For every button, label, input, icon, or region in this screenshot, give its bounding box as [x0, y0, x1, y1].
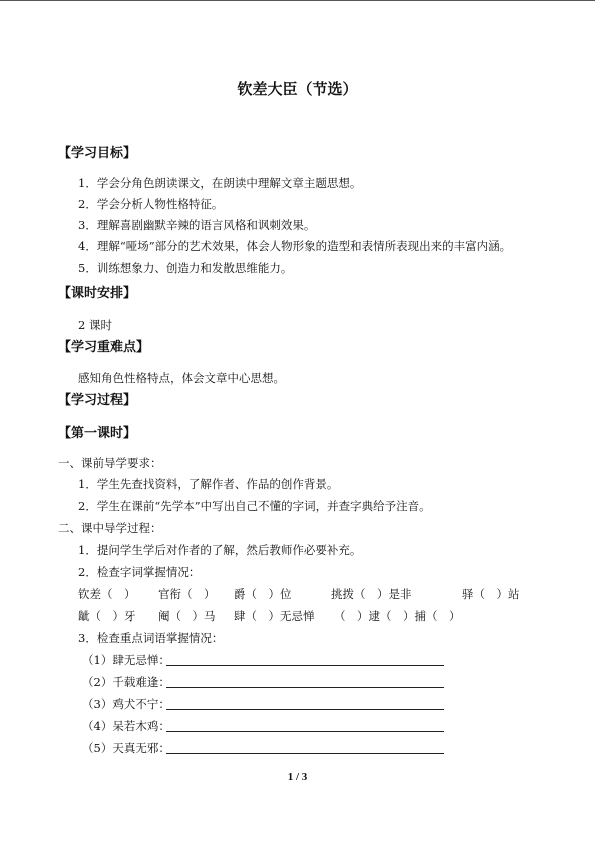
char-entry: （ ）逮（ ）捕（ ）: [334, 609, 461, 623]
part-title: 一、课前导学要求：: [58, 456, 162, 470]
part-item: 1．提问学生学后对作者的了解，然后教师作必要补充。: [78, 543, 362, 557]
answer-blank[interactable]: [166, 731, 444, 732]
part-item: 2．学生在课前“先学本”中写出自己不懂的字词，并查字典给予注音。: [78, 499, 431, 513]
top-border: [0, 0, 595, 1]
answer-blank[interactable]: [166, 665, 444, 666]
vocab-term: （4）呆若木鸡：: [82, 719, 170, 733]
section-heading-process: 【学习过程】: [58, 393, 137, 408]
vocab-term: （5）天真无邪：: [82, 741, 170, 755]
answer-blank[interactable]: [166, 753, 444, 754]
char-entry: 龇（ ）牙: [78, 609, 136, 623]
page-title: 钦差大臣（节选）: [237, 80, 358, 98]
char-entry: 肆（ ）无忌惮: [234, 609, 315, 623]
answer-blank[interactable]: [166, 709, 444, 710]
char-entry: 钦差（ ）: [78, 587, 136, 601]
vocab-term: （3）鸡犬不宁：: [82, 697, 170, 711]
section-heading-schedule: 【课时安排】: [58, 286, 137, 301]
char-entry: 阉（ ）马: [158, 609, 216, 623]
char-entry: 挑拨（ ）是非: [331, 587, 412, 601]
page-number: 1 / 3: [287, 771, 308, 783]
key-points-text: 感知角色性格特点，体会文章中心思想。: [78, 371, 285, 385]
part-item: 2．检查字词掌握情况：: [78, 565, 201, 579]
vocab-term: （2）千载难逢：: [82, 675, 170, 689]
answer-blank[interactable]: [166, 687, 444, 688]
schedule-text: 2 课时: [78, 318, 112, 332]
part-item: 1．学生先查找资料，了解作者、作品的创作背景。: [78, 477, 339, 491]
goal-item: 4．理解“哑场”部分的艺术效果，体会人物形象的造型和表情所表现出来的丰富内涵。: [78, 239, 512, 253]
char-entry: 驿（ ）站: [462, 587, 520, 601]
section-heading-key-points: 【学习重难点】: [58, 340, 150, 355]
section-heading-goals: 【学习目标】: [58, 146, 137, 161]
section-heading-lesson-1: 【第一课时】: [58, 426, 137, 441]
goal-item: 1．学会分角色朗读课文，在朗读中理解文章主题思想。: [78, 176, 362, 190]
char-entry: 官衔（ ）: [158, 587, 216, 601]
vocab-title: 3．检查重点词语掌握情况：: [78, 631, 224, 645]
part-title: 二、课中导学过程：: [58, 521, 162, 535]
goal-item: 2．学会分析人物性格特征。: [78, 197, 224, 211]
goal-item: 5．训练想象力、创造力和发散思维能力。: [78, 261, 293, 275]
vocab-term: （1）肆无忌惮：: [82, 653, 170, 667]
char-entry: 爵（ ）位: [234, 587, 292, 601]
goal-item: 3．理解喜剧幽默辛辣的语言风格和讽刺效果。: [78, 218, 316, 232]
